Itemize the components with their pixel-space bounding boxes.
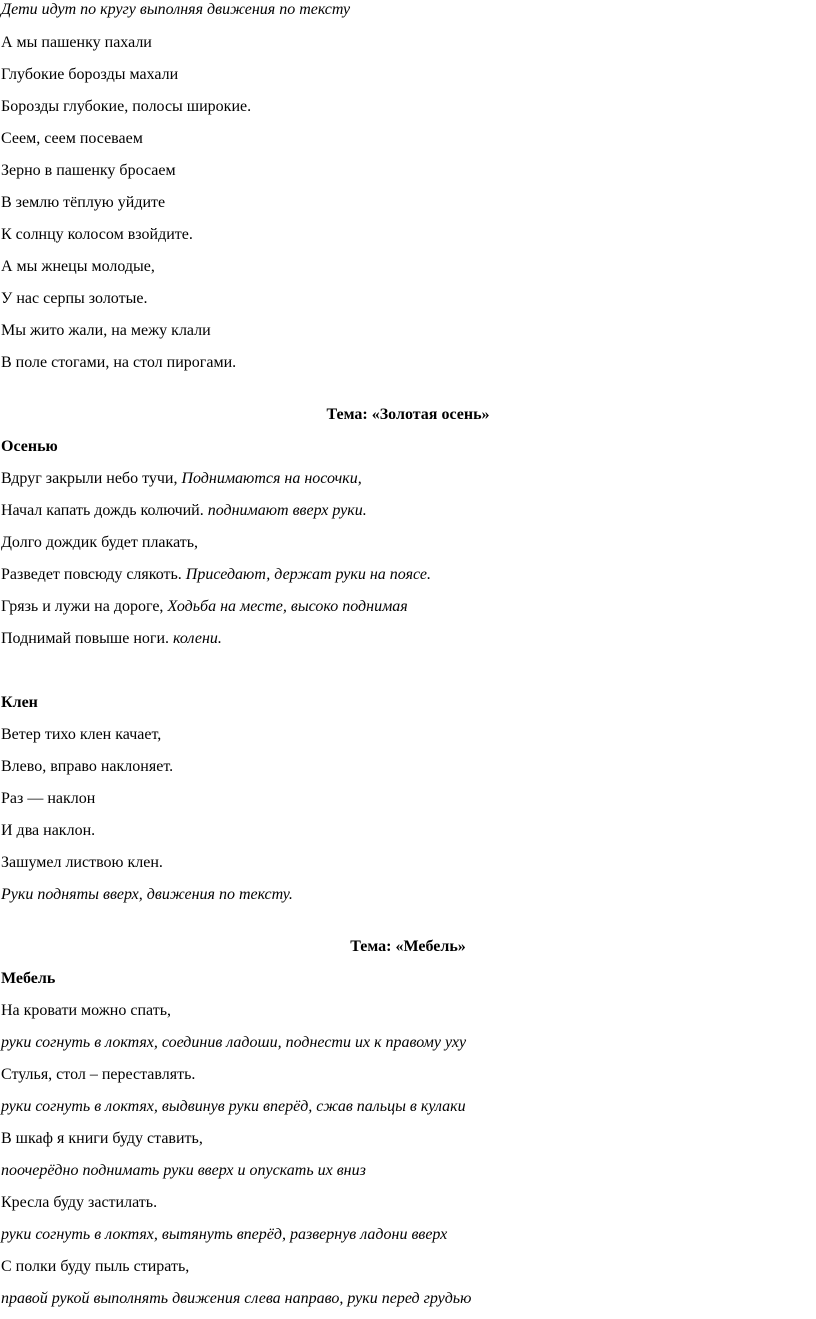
poem-line xyxy=(1,469,362,489)
movement-note: руки согнуть в локтях, соединив ладоши, поднести их к правому уху xyxy=(1,1034,467,1051)
theme-heading-autumn: Тема: «Золотая осень» xyxy=(326,406,490,423)
poem-line: Зерно в пашенку бросаем xyxy=(1,162,176,179)
poem-title-furniture: Мебель xyxy=(1,970,56,987)
poem-text: Разведет повсюду слякоть. xyxy=(1,566,186,583)
poem-line: Кресла буду застилать. xyxy=(1,1194,158,1211)
poem-text: Грязь и лужи на дороге, xyxy=(1,598,168,615)
poem-text: Вдруг закрыли небо тучи, xyxy=(1,470,182,487)
poem-line: Раз — наклон xyxy=(1,790,96,807)
poem-line: Сеем, сеем посеваем xyxy=(1,130,143,147)
poem-line: Ветер тихо клен качает, xyxy=(1,726,162,743)
poem-line: А мы жнецы молодые, xyxy=(1,258,155,275)
poem-line: И два наклон. xyxy=(1,822,96,839)
intro-instruction: Дети идут по кругу выполняя движения по тексту xyxy=(1,1,351,18)
poem-line: Глубокие борозды махали xyxy=(1,66,179,83)
poem-line: В шкаф я книги буду ставить, xyxy=(1,1130,203,1147)
movement-note: Руки подняты вверх, движения по тексту. xyxy=(1,886,293,903)
poem-text: Поднимай повыше ноги. xyxy=(1,630,174,647)
poem-line xyxy=(1,501,367,521)
poem-line: Мы жито жали, на межу клали xyxy=(1,322,211,339)
movement-note: Поднимаются на носочки, xyxy=(181,470,362,487)
movement-note: руки согнуть в локтях, выдвинув руки вперёд, сжав пальцы в кулаки xyxy=(1,1098,466,1115)
poem-line: А мы пашенку пахали xyxy=(1,34,152,51)
movement-note: руки согнуть в локтях, вытянуть вперёд, развернув ладони вверх xyxy=(1,1226,448,1243)
poem-line: Зашумел листвою клен. xyxy=(1,854,163,871)
poem-line: В землю тёплую уйдите xyxy=(1,194,166,211)
poem-line xyxy=(1,565,431,585)
poem-line: Борозды глубокие, полосы широкие. xyxy=(1,98,252,115)
poem-line xyxy=(1,629,222,649)
poem-title-maple: Клен xyxy=(1,694,38,711)
movement-note: правой рукой выполнять движения слева направо, руки перед грудью xyxy=(1,1290,472,1307)
poem-line: Влево, вправо наклоняет. xyxy=(1,758,174,775)
movement-note: поочерёдно поднимать руки вверх и опускать их вниз xyxy=(1,1162,366,1179)
poem-text: Долго дождик будет плакать, xyxy=(1,534,199,551)
movement-note: Приседают, держат руки на поясе. xyxy=(185,566,432,583)
poem-text: Начал капать дождь колючий. xyxy=(1,502,208,519)
poem-line: На кровати можно спать, xyxy=(1,1002,171,1019)
poem-line xyxy=(1,597,408,617)
poem-line: В поле стогами, на стол пирогами. xyxy=(1,354,237,371)
poem-line: Стулья, стол – переставлять. xyxy=(1,1066,196,1083)
movement-note: поднимают вверх руки. xyxy=(207,502,367,519)
poem-line: У нас серпы золотые. xyxy=(1,290,148,307)
poem-line: К солнцу колосом взойдите. xyxy=(1,226,193,243)
poem-line: С полки буду пыль стирать, xyxy=(1,1258,190,1275)
movement-note: Ходьба на месте, высоко поднимая xyxy=(167,598,408,615)
poem-title-autumn: Осенью xyxy=(1,438,58,455)
theme-heading-furniture: Тема: «Мебель» xyxy=(350,938,466,955)
movement-note: колени. xyxy=(173,630,222,647)
poem-line xyxy=(1,533,198,553)
